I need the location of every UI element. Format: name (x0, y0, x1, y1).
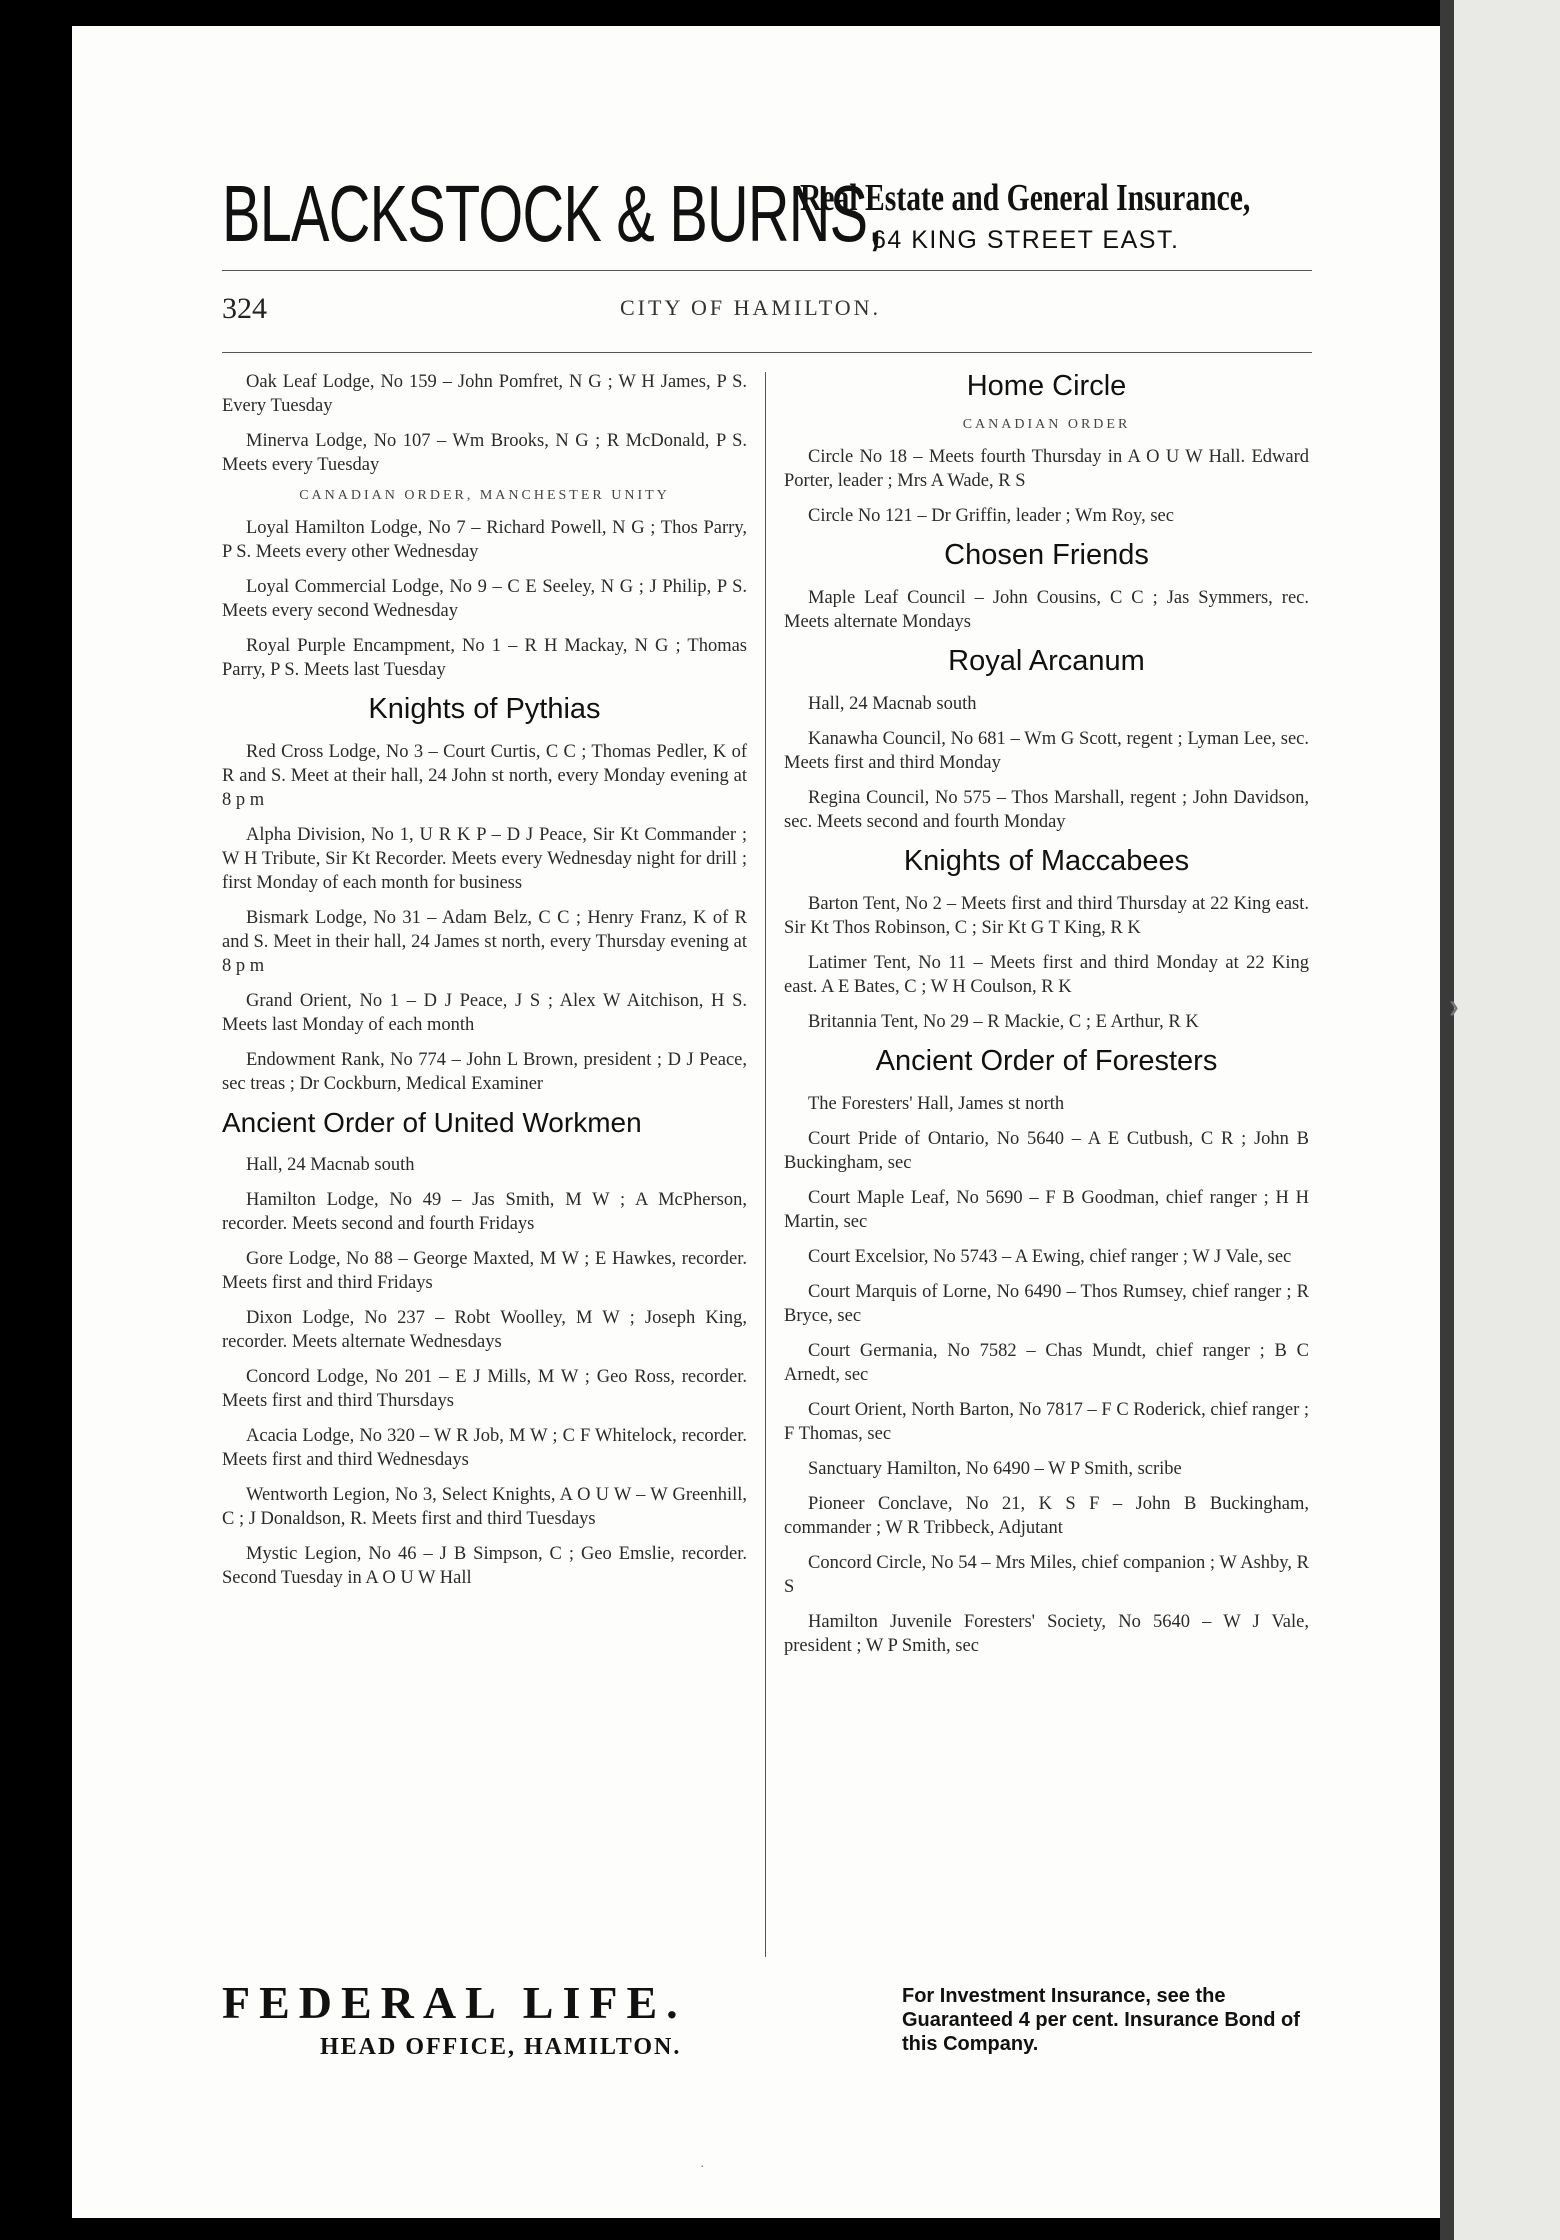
lodge-entry: Acacia Lodge, No 320 – W R Job, M W ; C F Whitelock, recorder. Meets first and third Wednesdays (222, 1426, 747, 1470)
lodge-entry: Minerva Lodge, No 107 – Wm Brooks, N G ; R McDonald, P S. Meets every Tuesday (222, 431, 747, 475)
section-heading: Knights of Maccabees (903, 845, 1190, 877)
section-heading: Knights of Pythias (368, 693, 601, 725)
page-number: 324 (222, 292, 267, 325)
insurance-note: For Investment Insurance, see the Guaranteed 4 per cent. Insurance Bond of this Company. (902, 1985, 1300, 2055)
hall-line: Hall, 24 Macnab south (808, 694, 977, 714)
hall-line: The Foresters' Hall, James st north (808, 1094, 1065, 1114)
lodge-entry: Court Marquis of Lorne, No 6490 – Thos Rumsey, chief ranger ; R Bryce, sec (784, 1282, 1309, 1326)
lodge-entry: Gore Lodge, No 88 – George Maxted, M W ; E Hawkes, recorder. Meets first and third Fridays (222, 1249, 747, 1293)
lodge-entry: Endowment Rank, No 774 – John L Brown, president ; D J Peace, sec treas ; Dr Cockburn, Medical Examiner (222, 1050, 747, 1094)
head-office: HEAD OFFICE, HAMILTON. (320, 2034, 682, 2060)
lodge-entry: Barton Tent, No 2 – Meets first and third Thursday at 22 King east. Sir Kt Thos Robinson, C ; Sir Kt G T King, R K (784, 894, 1309, 938)
lodge-entry: Wentworth Legion, No 3, Select Knights, A O U W – W Greenhill, C ; J Donaldson, R. Meets first and third Tuesdays (222, 1485, 747, 1529)
firm-tagline: Real Estate and General Insurance, (800, 177, 1251, 219)
scan-speck: ❯ (1448, 1001, 1460, 1016)
section-heading: Chosen Friends (944, 539, 1149, 571)
left-column (222, 370, 747, 1601)
lodge-entry: Hamilton Lodge, No 49 – Jas Smith, M W ; A McPherson, recorder. Meets second and fourth Fridays (222, 1190, 747, 1234)
running-title: CITY OF HAMILTON. (620, 295, 882, 320)
section-heading: Royal Arcanum (948, 645, 1145, 677)
lodge-entry: Sanctuary Hamilton, No 6490 – W P Smith, scribe (808, 1459, 1182, 1479)
title-rule (222, 352, 1312, 353)
lodge-entry: Concord Circle, No 54 – Mrs Miles, chief companion ; W Ashby, R S (784, 1553, 1309, 1597)
column-divider (765, 372, 766, 1957)
lodge-entry: Court Germania, No 7582 – Chas Mundt, chief ranger ; B C Arnedt, sec (784, 1341, 1309, 1385)
lodge-entry: Loyal Commercial Lodge, No 9 – C E Seeley, N G ; J Philip, P S. Meets every second Wednesday (222, 577, 747, 621)
lodge-entry: Mystic Legion, No 46 – J B Simpson, C ; Geo Emslie, recorder. Second Tuesday in A O U W Hall (222, 1544, 747, 1588)
lodge-entry: Loyal Hamilton Lodge, No 7 – Richard Powell, N G ; Thos Parry, P S. Meets every other Wednesday (222, 518, 747, 562)
firm-address: 64 KING STREET EAST. (872, 226, 1180, 254)
firm-name: BLACKSTOCK & BURNS, (222, 169, 883, 258)
lodge-entry: Grand Orient, No 1 – D J Peace, J S ; Alex W Aitchison, H S. Meets last Monday of each month (222, 991, 747, 1035)
lodge-entry: Latimer Tent, No 11 – Meets first and third Monday at 22 King east. A E Bates, C ; W H Coulson, R K (784, 953, 1309, 997)
lodge-entry: Court Orient, North Barton, No 7817 – F C Roderick, chief ranger ; F Thomas, sec (784, 1400, 1309, 1444)
lodge-entry: Circle No 18 – Meets fourth Thursday in A O U W Hall. Edward Porter, leader ; Mrs A Wade, R S (784, 447, 1309, 491)
lodge-entry: Court Pride of Ontario, No 5640 – A E Cutbush, C R ; John B Buckingham, sec (784, 1129, 1309, 1173)
lodge-entry: Circle No 121 – Dr Griffin, leader ; Wm Roy, sec (808, 506, 1174, 526)
header-rule (222, 270, 1312, 271)
section-heading: Home Circle (966, 370, 1127, 402)
advertisement-header (222, 168, 1312, 268)
section-subheading: CANADIAN ORDER (962, 417, 1131, 432)
lodge-entry: Pioneer Conclave, No 21, K S F – John B Buckingham, commander ; W R Tribbeck, Adjutant (784, 1494, 1309, 1538)
right-column (784, 370, 1309, 1669)
lodge-entry: Regina Council, No 575 – Thos Marshall, regent ; John Davidson, sec. Meets second and fourth Monday (784, 788, 1309, 832)
scan-speck: · (700, 2160, 705, 2175)
lodge-entry: Oak Leaf Lodge, No 159 – John Pomfret, N G ; W H James, P S. Every Tuesday (222, 372, 747, 416)
advertisement-footer (222, 1976, 1312, 2076)
lodge-entry: Red Cross Lodge, No 3 – Court Curtis, C C ; Thomas Pedler, K of R and S. Meet at their hall, 24 John st north, every Monday evening at 8 p m (222, 742, 747, 810)
lodge-entry: Court Maple Leaf, No 5690 – F B Goodman, chief ranger ; H H Martin, sec (784, 1188, 1309, 1232)
lodge-entry: Concord Lodge, No 201 – E J Mills, M W ; Geo Ross, recorder. Meets first and third Thursdays (222, 1367, 747, 1411)
lodge-entry: Maple Leaf Council – John Cousins, C C ; Jas Symmers, rec. Meets alternate Mondays (784, 588, 1309, 632)
hall-line: Hall, 24 Macnab south (246, 1155, 415, 1175)
page-edge-shadow (1440, 0, 1454, 2240)
lodge-entry: Dixon Lodge, No 237 – Robt Woolley, M W ; Joseph King, recorder. Meets alternate Wednesdays (222, 1308, 747, 1352)
scan-margin (1454, 0, 1560, 2240)
section-heading: Ancient Order of United Workmen (222, 1107, 642, 1138)
lodge-entry: Court Excelsior, No 5743 – A Ewing, chief ranger ; W J Vale, sec (808, 1247, 1292, 1267)
lodge-entry: Kanawha Council, No 681 – Wm G Scott, regent ; Lyman Lee, sec. Meets first and third Monday (784, 729, 1309, 773)
lodge-entry: Alpha Division, No 1, U R K P – D J Peace, Sir Kt Commander ; W H Tribute, Sir Kt Recorder. Meets every Wednesday night for drill ; first Monday of each month for business (222, 825, 747, 893)
lodge-entry: Royal Purple Encampment, No 1 – R H Mackay, N G ; Thomas Parry, P S. Meets last Tuesday (222, 636, 747, 680)
lodge-entry: Hamilton Juvenile Foresters' Society, No 5640 – W J Vale, president ; W P Smith, sec (784, 1612, 1309, 1656)
section-heading: Ancient Order of Foresters (875, 1045, 1218, 1077)
section-subheading: CANADIAN ORDER, MANCHESTER UNITY (299, 488, 670, 503)
company-name: FEDERAL LIFE. (222, 1977, 687, 2028)
lodge-entry: Britannia Tent, No 29 – R Mackie, C ; E Arthur, R K (808, 1012, 1199, 1032)
lodge-entry: Bismark Lodge, No 31 – Adam Belz, C C ; Henry Franz, K of R and S. Meet in their hall, 24 James st north, every Thursday evening at 8 p m (222, 908, 747, 976)
